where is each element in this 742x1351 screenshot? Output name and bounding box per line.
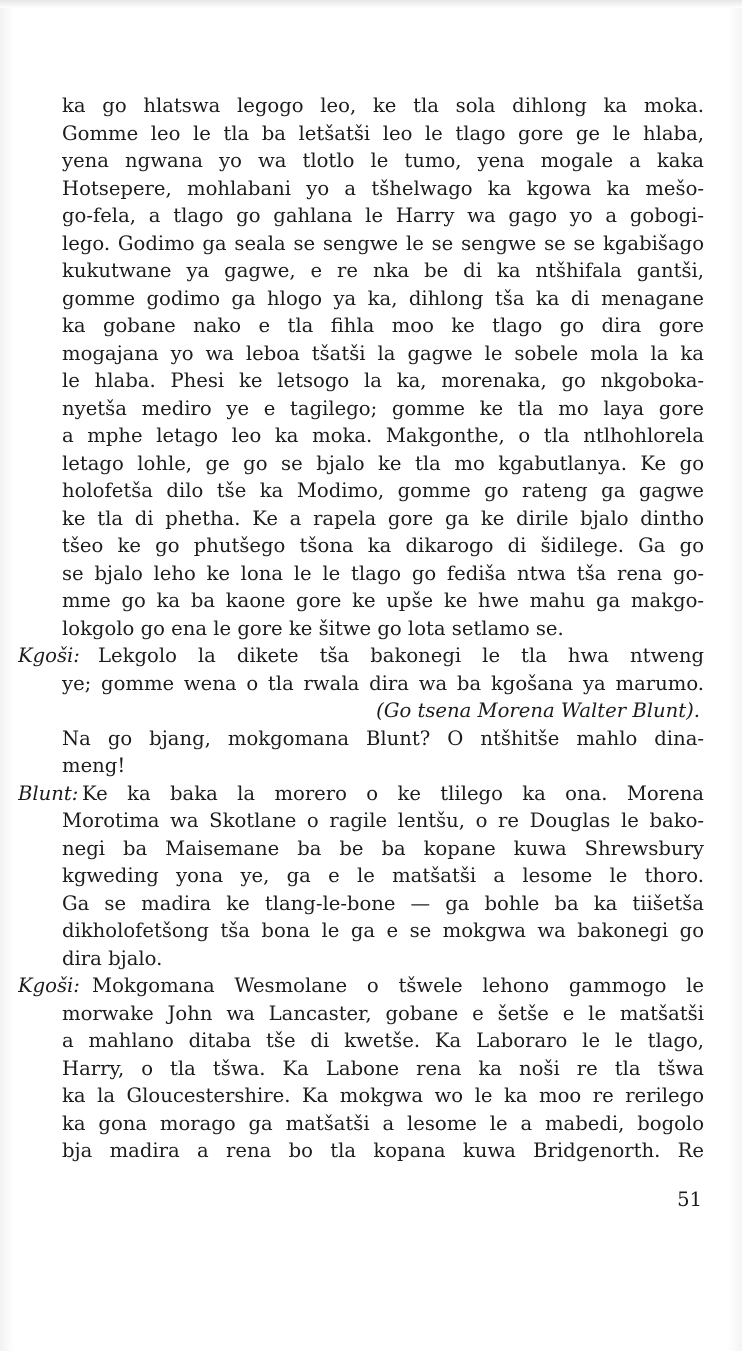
text-line: holofetša dilo tše ka Modimo, gomme go rateng ga gagwe — [62, 479, 704, 502]
text-line: go-fela, a tlago go gahlana le Harry wa gago yo a gobogi- — [62, 204, 704, 227]
speech-line: ka la Gloucestershire. Ka mokgwa wo le ka moo re rerilego — [62, 1084, 704, 1107]
speech-line: ye; gomme wena o tla rwala dira wa ba kgošana ya marumo. — [62, 671, 704, 695]
text-line: Gomme leo le tla ba letšatši leo le tlago gore ge le hlaba, — [62, 121, 704, 145]
speaker-name: Blunt: — [18, 781, 79, 805]
speech-line: morwake John wa Lancaster, gobane e šetše e le matšatši — [62, 1001, 704, 1025]
speech-line: Morotima wa Skotlane o ragile lentšu, o re Douglas le bako- — [62, 809, 704, 832]
text-line: mme go ka ba kaone gore ke upše ke hwe mahu ga makgo- — [62, 589, 704, 612]
text-line: le hlaba. Phesi ke letsogo la ka, morenaka, go nkgoboka- — [62, 369, 704, 392]
speech-line: Na go bjang, mokgomana Blunt? O ntšhitše mahlo dina- — [62, 726, 704, 750]
text-line: ka gobane nako e tla fihla moo ke tlago go dira gore — [62, 314, 704, 337]
speech-line: kgweding yona ye, ga e le matšatši a lesome le thoro. — [62, 864, 704, 887]
text-line: lokgolo go ena le gore ke šitwe go lota setlamo se. — [62, 616, 564, 640]
speech-line: negi ba Maisemane ba be ba kopane kuwa Shrewsbury — [62, 836, 704, 860]
page-top-edge — [0, 0, 742, 8]
text-line: yena ngwana yo wa tlotlo le tumo, yena mogale a kaka — [62, 149, 704, 172]
stage-direction: (Go tsena Morena Walter Blunt). — [376, 699, 700, 722]
speech-line — [18, 780, 704, 808]
text-line: lego. Godimo ga seala se sengwe le se sengwe se se kgabišago — [62, 231, 704, 255]
speaker-name: Kgoši: — [18, 644, 80, 667]
speech-line: Harry, o tla tšwa. Ka Labone rena ka noši re tla tšwa — [62, 1056, 704, 1080]
speech-line: bja madira a rena bo tla kopana kuwa Bridgenorth. Re — [62, 1139, 704, 1162]
page-text — [18, 92, 704, 1165]
speech-text: Mokgomana Wesmolane o tšwele lehono gammogo le — [92, 974, 704, 997]
text-line: kukutwane ya gagwe, e re nka be di ka ntšhifala gantši, — [62, 259, 704, 282]
speech-text: Lekgolo la dikete tša bakonegi le tla hwa ntweng — [98, 644, 704, 667]
speech-text: Ke ka baka la morero o ke tlilego ka ona. Morena — [82, 781, 704, 805]
speaker-name: Kgoši: — [18, 974, 80, 997]
text-line: letago lohle, ge go se bjalo ke tla mo kgabutlanya. Ke go — [62, 451, 704, 475]
text-line: se bjalo leho ke lona le le tlago go fediša ntwa tša rena go- — [62, 561, 704, 585]
speech-line: Ga se madira ke tlang-le-bone — ga bohle ba ka tiišetša — [62, 891, 704, 915]
speech-line: dikholofetšong tša bona le ga e se mokgwa wa bakonegi go — [62, 919, 704, 942]
text-line: ka go hlatswa legogo leo, ke tla sola dihlong ka moka. — [62, 94, 704, 117]
speech-line: ka gona morago ga matšatši a lesome le a mabedi, bogolo — [62, 1111, 704, 1135]
speech-line — [18, 642, 704, 670]
text-line: tšeo ke go phutšego tšona ka dikarogo di šidilege. Ga go — [62, 534, 704, 557]
text-line: ke tla di phetha. Ke a rapela gore ga ke dirile bjalo dintho — [62, 506, 704, 530]
speech-line: meng! — [62, 754, 126, 777]
speech-line — [18, 972, 704, 1000]
speech-line: dira bjalo. — [62, 946, 163, 970]
page-number: 51 — [677, 1188, 702, 1211]
text-line: mogajana yo wa leboa tšatši la gagwe le sobele mola la ka — [62, 341, 704, 365]
text-line: Hotsepere, mohlabani yo a tšhelwago ka kgowa ka mešo- — [62, 176, 704, 200]
speech-line: a mahlano ditaba tše di kwetše. Ka Laboraro le le tlago, — [62, 1029, 704, 1052]
text-line: a mphe letago leo ka moka. Makgonthe, o tla ntlhohlorela — [62, 424, 704, 447]
text-line: nyetša mediro ye e tagilego; gomme ke tla mo laya gore — [62, 396, 704, 420]
text-line: gomme godimo ga hlogo ya ka, dihlong tša ka di menagane — [62, 286, 704, 310]
